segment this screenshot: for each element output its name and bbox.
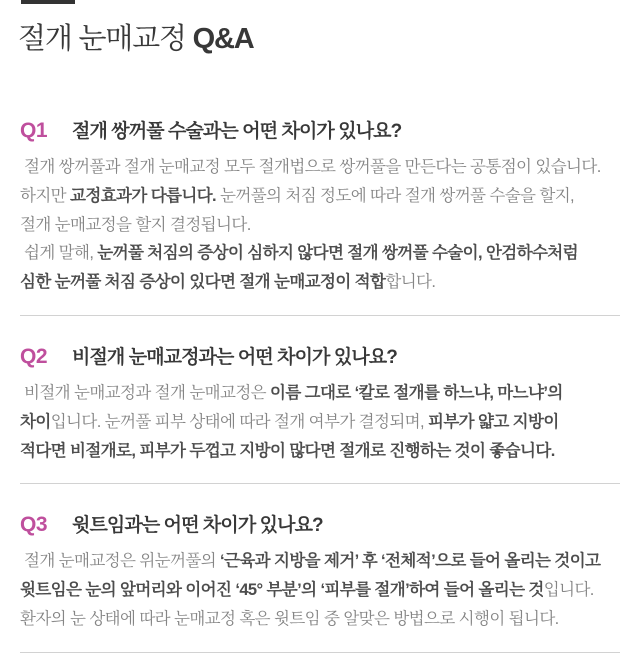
question-label: Q2 [20,344,48,368]
answer-segment: 눈꺼풀의 처짐 정도에 따라 절개 쌍꺼풀 수술을 할지, [216,186,575,205]
answer-segment: 환자의 눈 상태에 따라 눈매교정 혹은 윗트임 중 알맞은 방법으로 시행이 됩니다. [20,609,559,628]
answer-segment: 입니다. [543,581,594,600]
answer-segment-bold: 차이 [20,412,51,431]
question-label: Q3 [20,513,48,537]
question-text: 비절개 눈매교정과는 어떤 차이가 있나요? [72,346,397,368]
page-title [18,20,620,59]
answer-segment-bold: 눈꺼풀 처짐의 증상이 심하지 않다면 절개 쌍꺼풀 수술이, 안검하수처럼 [97,244,578,263]
page-title-regular: 절개 눈매교정 [18,23,186,55]
question-row [20,342,620,369]
qa-section [20,116,620,316]
qa-sections [0,116,640,653]
qa-section [20,510,620,652]
answer-segment: 입니다. 눈꺼풀 피부 상태에 따라 절개 여부가 결정되며, [50,412,428,431]
answer-segment: 절개 눈매교정을 할지 결정됩니다. [20,215,251,234]
answer-segment-bold: 이름 그대로 ‘칼로 절개를 하느냐, 마느냐’의 [270,383,563,402]
question-row [20,510,620,537]
answer-line [20,379,620,408]
answer-segment-bold: ‘근육과 지방을 제거’ 후 ‘전체적’으로 들어 올리는 것이고 [220,552,601,571]
answer-body [20,547,620,633]
answer-segment-bold: 교정효과가 다릅니다. [70,186,217,205]
question-label: Q1 [20,119,48,142]
answer-line [20,153,620,182]
answer-line [20,211,620,240]
answer-line [20,576,620,605]
answer-line [20,182,620,211]
answer-line [20,408,620,437]
top-accent-bar [21,0,75,4]
answer-segment-bold: 윗트임은 눈의 앞머리와 이어진 ‘45° 부분’의 ‘피부를 절개’하여 들어 올리는 것 [20,581,544,600]
page-title-bold: Q&A [192,23,254,55]
answer-line [20,239,620,268]
answer-segment: 절개 쌍꺼풀과 절개 눈매교정 모두 절개법으로 쌍꺼풀을 만든다는 공통점이 있습니다. [20,158,601,176]
answer-segment: 합니다. [385,273,436,292]
answer-line [20,547,620,576]
qa-section [20,342,620,484]
question-text: 절개 쌍꺼풀 수술과는 어떤 차이가 있나요? [72,121,402,142]
question-text: 윗트임과는 어떤 차이가 있나요? [72,515,323,537]
section-divider [20,315,620,316]
question-row [20,116,620,143]
answer-segment: 비절개 눈매교정과 절개 눈매교정은 [20,383,271,402]
answer-segment: 하지만 [20,186,71,205]
answer-line [20,437,620,466]
section-divider [20,483,620,484]
answer-segment: 절개 눈매교정은 위눈꺼풀의 [20,552,221,571]
answer-segment-bold: 피부가 얇고 지방이 [428,412,559,431]
answer-line [20,605,620,634]
answer-segment-bold: 심한 눈꺼풀 처짐 증상이 있다면 절개 눈매교정이 적합 [20,273,386,292]
answer-line [20,268,620,297]
answer-segment: 쉽게 말해, [20,244,98,263]
answer-segment-bold: 적다면 비절개로, 피부가 두껍고 지방이 많다면 절개로 진행하는 것이 좋습니다. [20,441,555,460]
answer-body [20,379,620,465]
answer-body [20,153,620,297]
